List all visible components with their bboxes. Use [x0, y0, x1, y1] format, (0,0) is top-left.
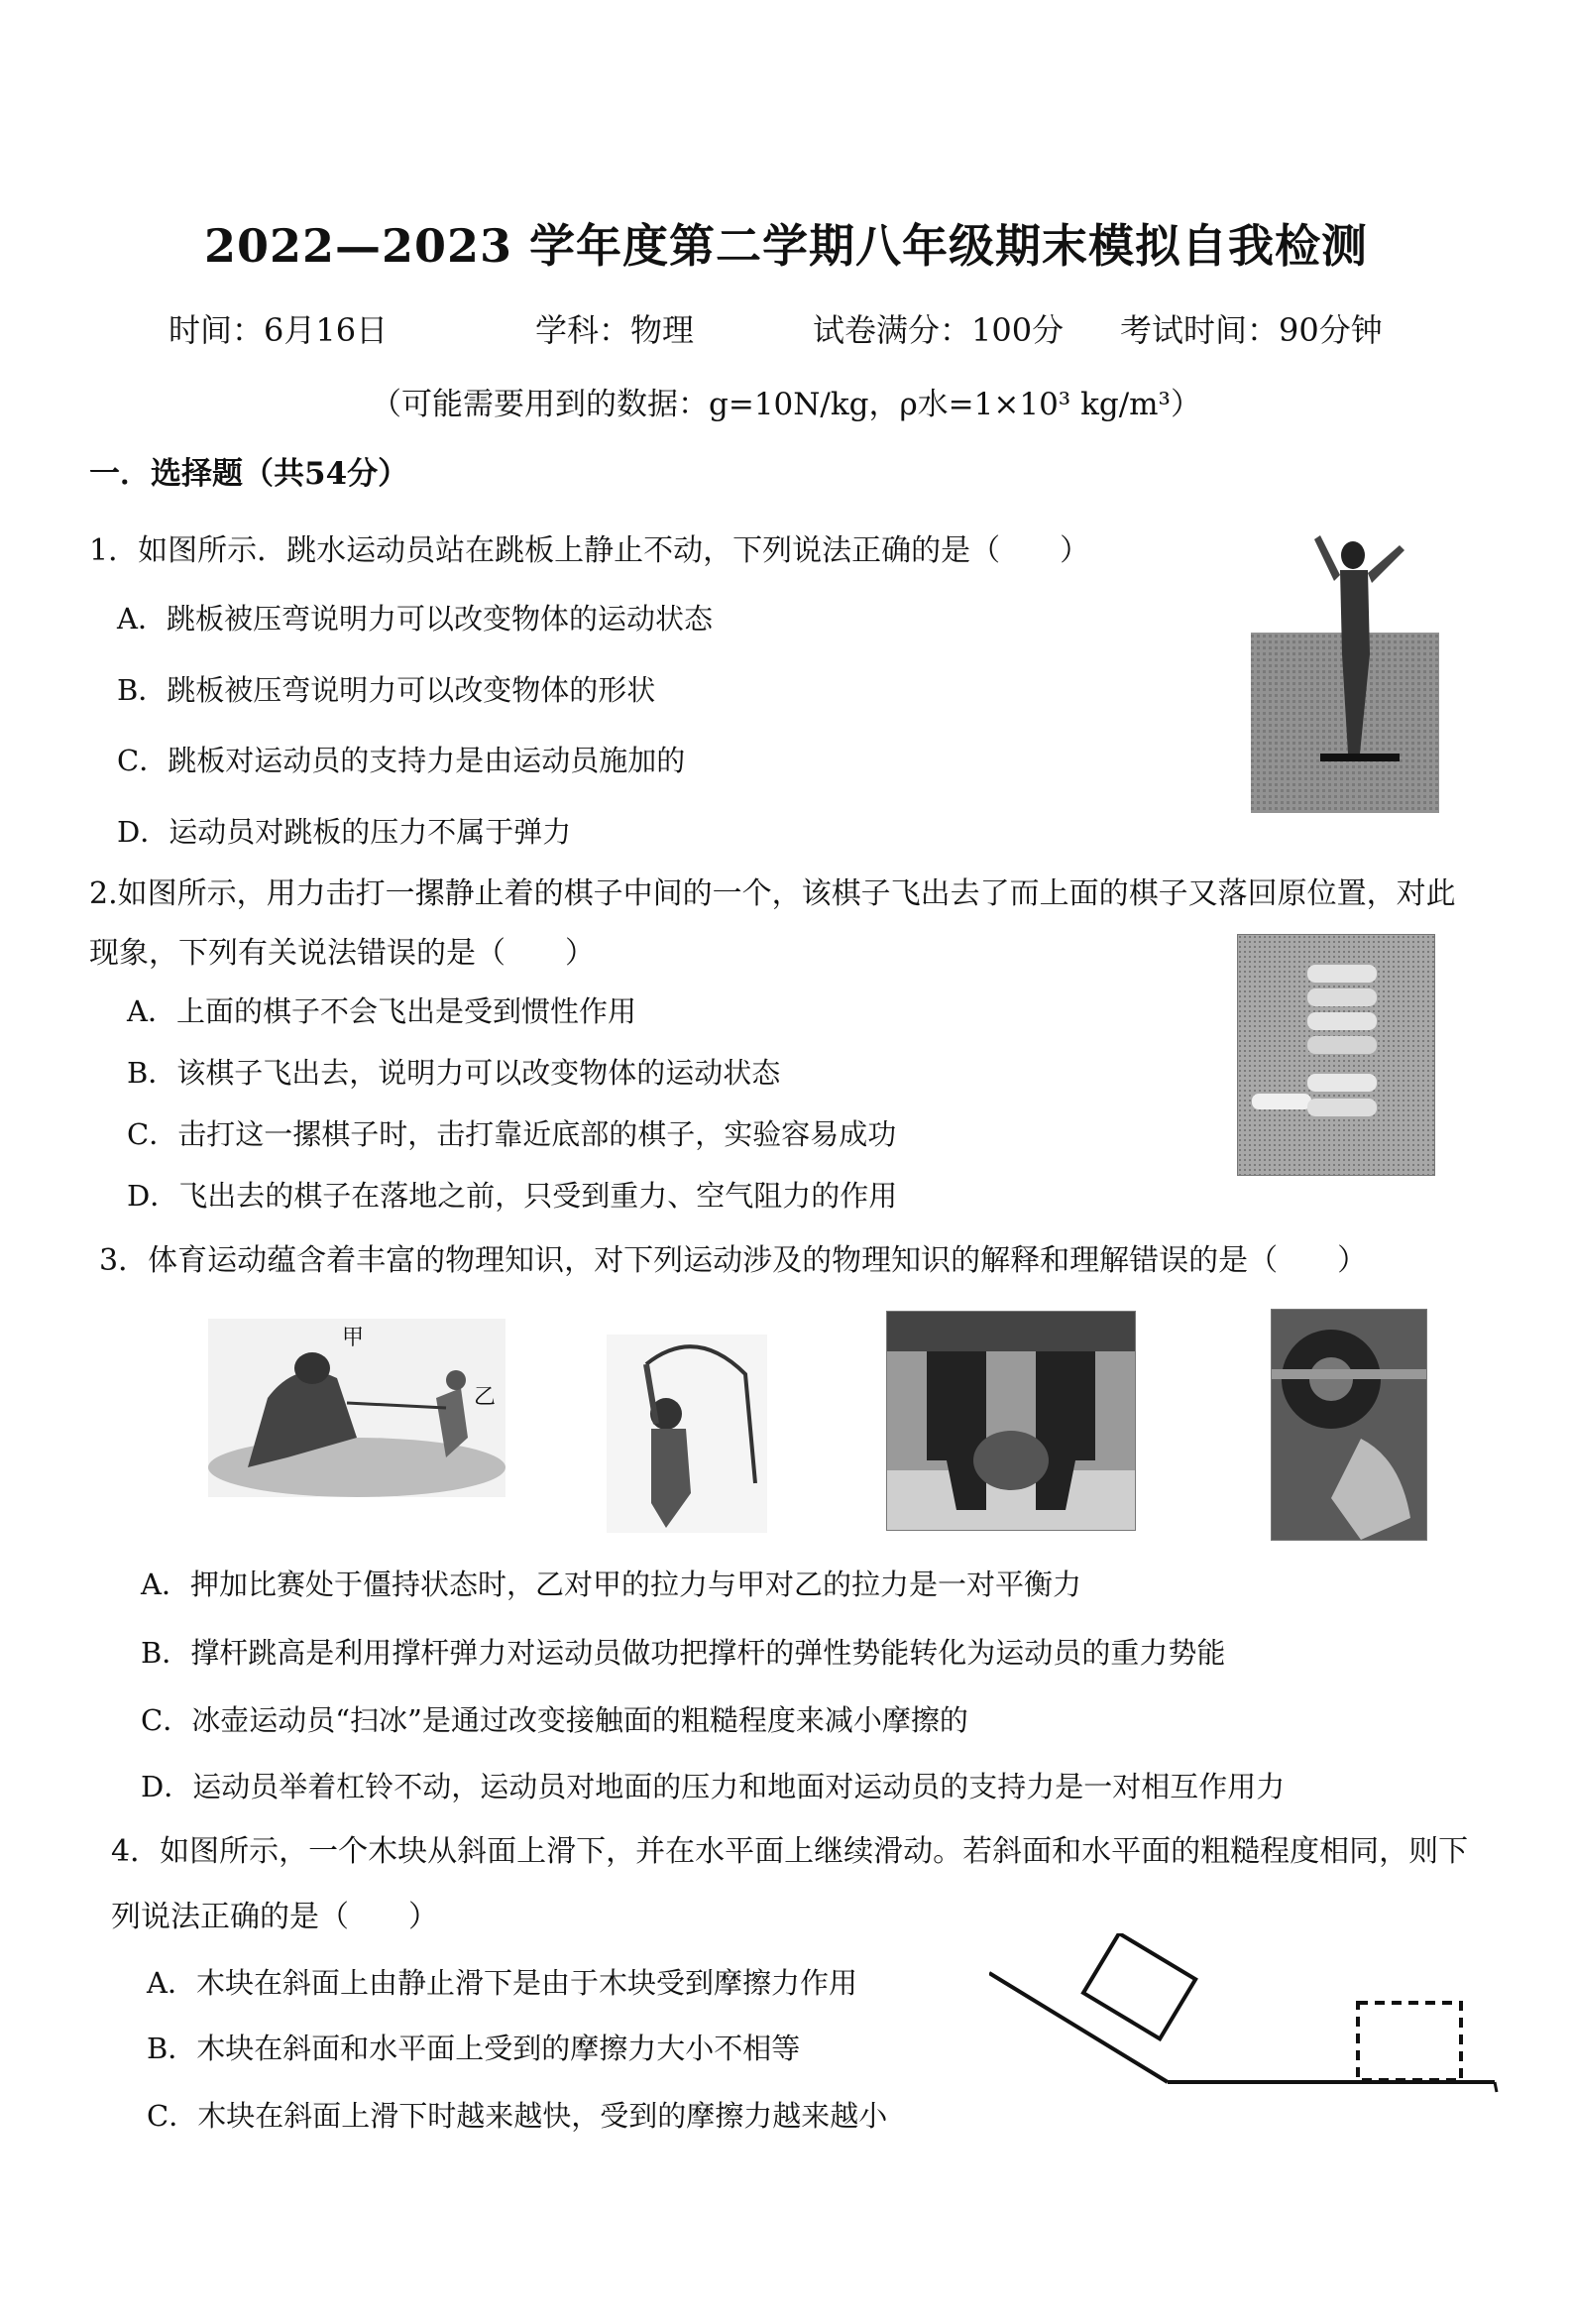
exam-date: 时间：6月16日 — [168, 311, 389, 349]
curling-figure — [886, 1311, 1136, 1531]
question-1-option-d: D．运动员对跳板的压力不属于弹力 — [117, 815, 572, 849]
question-4-stem-line1: 4．如图所示，一个木块从斜面上滑下，并在水平面上继续滑动。若斜面和水平面的粗糙程度相同，则下 — [111, 1834, 1469, 1869]
question-1-stem: 1．如图所示．跳水运动员站在跳板上静止不动，下列说法正确的是（ ） — [89, 533, 1090, 568]
exam-duration: 考试时间：90分钟 — [1120, 311, 1383, 349]
exam-subject: 学科：物理 — [535, 311, 695, 349]
question-3-option-a: A．押加比赛处于僵持状态时，乙对甲的拉力与甲对乙的拉力是一对平衡力 — [141, 1568, 1081, 1601]
weightlifting-figure — [1271, 1309, 1427, 1541]
question-3-option-c: C．冰壶运动员“扫冰”是通过改变接触面的粗糙程度来减小摩擦的 — [141, 1703, 968, 1737]
question-2-option-b: B．该棋子飞出去，说明力可以改变物体的运动状态 — [127, 1056, 781, 1090]
question-2-stem-line1: 2.如图所示，用力击打一摞静止着的棋子中间的一个，该棋子飞出去了而上面的棋子又落回原位置，对此 — [89, 876, 1456, 911]
exam-full-score: 试卷满分：100分 — [813, 311, 1065, 349]
question-2-stem-line2: 现象，下列有关说法错误的是（ ） — [89, 936, 595, 971]
exam-title: 2022—2023 学年度第二学期八年级期末模拟自我检测 — [203, 219, 1369, 273]
question-1-option-c: C．跳板对运动员的支持力是由运动员施加的 — [117, 744, 686, 777]
question-1-option-b: B．跳板被压弯说明力可以改变物体的形状 — [117, 673, 656, 707]
question-2-option-d: D．飞出去的棋子在落地之前，只受到重力、空气阻力的作用 — [127, 1179, 898, 1213]
figure-label-yi: 乙 — [474, 1385, 497, 1410]
figure-label-jia: 甲 — [342, 1326, 365, 1350]
question-1-option-a: A．跳板被压弯说明力可以改变物体的运动状态 — [117, 602, 713, 636]
incline-block-figure — [989, 1933, 1505, 2112]
diver-figure — [1251, 516, 1439, 813]
question-3-stem: 3．体育运动蕴含着丰富的物理知识，对下列运动涉及的物理知识的解释和理解错误的是（ ） — [99, 1243, 1368, 1278]
section-heading: 一．选择题（共54分） — [89, 456, 409, 492]
question-2-option-c: C．击打这一摞棋子时，击打靠近底部的棋子，实验容易成功 — [127, 1117, 897, 1151]
question-4-option-c: C．木块在斜面上滑下时越来越快，受到的摩擦力越来越小 — [147, 2099, 888, 2133]
pole-vault-figure — [607, 1335, 767, 1533]
checker-stack-figure — [1237, 934, 1435, 1176]
question-4-stem-line2: 列说法正确的是（ ） — [111, 1900, 438, 1934]
question-3-option-b: B．撑杆跳高是利用撑杆弹力对运动员做功把撑杆的弹性势能转化为运动员的重力势能 — [141, 1636, 1226, 1670]
question-4-option-b: B．木块在斜面和水平面上受到的摩擦力大小不相等 — [147, 2032, 801, 2065]
question-3-option-d: D．运动员举着杠铃不动，运动员对地面的压力和地面对运动员的支持力是一对相互作用力 — [141, 1770, 1286, 1803]
question-4-option-a: A．木块在斜面上由静止滑下是由于木块受到摩擦力作用 — [147, 1966, 857, 2000]
question-2-option-a: A．上面的棋子不会飞出是受到惯性作用 — [127, 994, 636, 1028]
constants-note: （可能需要用到的数据：g=10N/kg，ρ水=1×10³ kg/m³） — [371, 387, 1201, 422]
